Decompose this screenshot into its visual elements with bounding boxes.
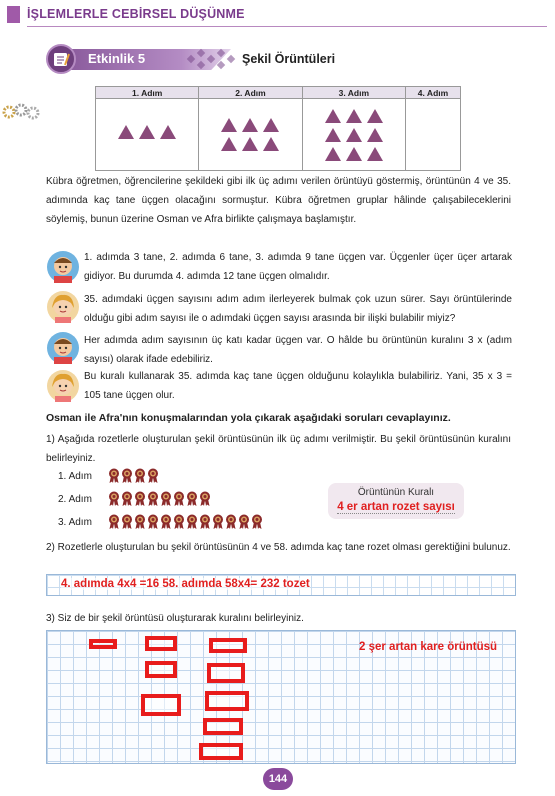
- triangle-group: [118, 125, 176, 139]
- triangle-icon: [325, 128, 341, 142]
- step-cell-3: [302, 99, 405, 171]
- rosette-icon: [108, 491, 120, 506]
- drawn-rectangle: [209, 638, 247, 653]
- step-cell-1: [96, 99, 199, 171]
- intro-paragraph: Kübra öğretmen, öğrencilerine şekildeki gibi ilk üç adımı verilen örüntüyü göstermiş, örüntünün 4 ve 35. adımında kaç tane üçgen olacağını sormuştur. Kübra öğretmen gruplar hâlinde çalışabileceklerini söylemiş, bunun üzerine Osman ve Afra birlikte çalışmaya başlamıştır.: [46, 176, 511, 225]
- boy-avatar-icon: [46, 250, 80, 284]
- drawn-rectangle: [145, 636, 177, 651]
- rosette-step-label: 1. Adım: [58, 471, 92, 482]
- rosette-icon: [251, 514, 263, 529]
- step-header: 1. Adım: [96, 87, 199, 99]
- triangle-icon: [263, 118, 279, 132]
- rosette-icon: [147, 514, 159, 529]
- rosette-icon: [173, 514, 185, 529]
- triangle-icon: [118, 125, 134, 139]
- question-2: 2) Rozetlerle oluşturulan bu şekil örüntüsünün 4 ve 58. adımda kaç tane rozet olması gerektiğini bulunuz.: [46, 542, 511, 553]
- instruction-text: Osman ile Afra'nın konuşmalarından yola çıkarak aşağıdaki soruları cevaplayınız.: [46, 412, 451, 424]
- rosette-icon: [238, 514, 250, 529]
- answer-box-2[interactable]: [46, 574, 516, 596]
- question-1: 1) Aşağıda rozetlerle oluşturulan şekil örüntüsünün ilk üç adımı verilmiştir. Bu şekil örüntüsünün kuralını belirleyiniz.: [46, 434, 511, 464]
- rosette-icon: [108, 514, 120, 529]
- answer-2-text: 4. adımda 4x4 =16 58. adımda 58x4= 232 tozet: [61, 578, 310, 590]
- rosette-icon: [134, 514, 146, 529]
- rosette-icon: [212, 514, 224, 529]
- rosette-step-label: 3. Adım: [58, 517, 92, 528]
- activity-title: Şekil Örüntüleri: [242, 52, 336, 66]
- step-header: 3. Adım: [302, 87, 405, 99]
- triangle-icon: [139, 125, 155, 139]
- triangle-icon: [346, 128, 362, 142]
- rosette-row: [108, 491, 211, 506]
- rosette-row: [108, 514, 263, 529]
- step-cell-2: [199, 99, 302, 171]
- triangle-icon: [221, 137, 237, 151]
- dialogue-boy-2: Her adımda adım sayısının üç katı kadar üçgen var. O hâlde bu örüntünün kuralını 3 x (adım sayısı) olarak ifade edebiliriz.: [84, 335, 512, 365]
- triangle-icon: [242, 118, 258, 132]
- question-3: 3) Siz de bir şekil örüntüsü oluşturarak kuralını belirleyiniz.: [46, 613, 304, 624]
- triangle-icon: [242, 137, 258, 151]
- drawn-rectangle: [145, 661, 177, 678]
- drawing-grid[interactable]: [46, 630, 516, 764]
- rosette-step-label: 2. Adım: [58, 494, 92, 505]
- rosette-icon: [173, 491, 185, 506]
- drawn-rectangle: [203, 718, 243, 735]
- drawn-rectangle: [89, 639, 117, 649]
- triangle-icon: [325, 147, 341, 161]
- triangle-icon: [367, 128, 383, 142]
- triangle-group: [325, 109, 383, 161]
- drawn-rectangle: [199, 743, 243, 760]
- drawn-rectangle: [141, 694, 181, 716]
- rosette-icon: [186, 491, 198, 506]
- page-number: 144: [263, 768, 293, 790]
- triangle-icon: [263, 137, 279, 151]
- answer-3-text: 2 şer artan kare örüntüsü: [359, 641, 498, 653]
- triangle-icon: [160, 125, 176, 139]
- rosette-icon: [121, 491, 133, 506]
- header-accent-bar: [7, 6, 20, 23]
- drawn-rectangle: [205, 691, 249, 711]
- rosette-icon: [121, 468, 133, 483]
- triangle-icon: [346, 147, 362, 161]
- triangle-icon: [325, 109, 341, 123]
- step-header: 4. Adım: [405, 87, 460, 99]
- triangle-group: [221, 118, 279, 151]
- rosette-icon: [108, 468, 120, 483]
- step-cell-4: [405, 99, 460, 171]
- rule-title: Örüntünün Kuralı: [357, 487, 435, 498]
- triangle-icon: [367, 147, 383, 161]
- drawn-rectangle: [207, 663, 245, 683]
- rosette-icon: [160, 491, 172, 506]
- rule-answer-wrap: [328, 501, 464, 513]
- girl-avatar-icon: [46, 290, 80, 324]
- rosette-icon: [199, 491, 211, 506]
- rosette-icon: [121, 514, 133, 529]
- girl-avatar-icon: [46, 369, 80, 403]
- activity-banner: [46, 44, 346, 74]
- notebook-icon: [46, 44, 76, 74]
- rosette-icon: [147, 468, 159, 483]
- triangle-icon: [367, 109, 383, 123]
- dialogue-girl-1: 35. adımdaki üçgen sayısını adım adım ilerleyerek bulmak çok uzun sürer. Sayı örüntülerinde olduğu gibi adım sayısı ile o adımdaki üçgen sayısı arasında bir ilişki bulabilir miyiz?: [84, 294, 512, 324]
- rosette-icon: [225, 514, 237, 529]
- dialogue-boy-1: 1. adımda 3 tane, 2. adımda 6 tane, 3. adımda 9 tane üçgen var. Üçgenler üçer üçer artarak gidiyor. Bu durumda 4. adımda 12 tane üçgen olmalıdır.: [84, 252, 512, 282]
- activity-label: Etkinlik 5: [88, 51, 146, 66]
- triangle-icon: [346, 109, 362, 123]
- dialogue-girl-2: Bu kuralı kullanarak 35. adımda kaç tane üçgen olduğunu kolaylıkla bulabiliriz. Yani, 35 x 3 = 105 tane üçgen olur.: [84, 371, 512, 401]
- step-header: 2. Adım: [199, 87, 302, 99]
- triangle-icon: [221, 118, 237, 132]
- header-divider: [27, 26, 547, 27]
- rosette-icon: [134, 468, 146, 483]
- rosette-icon: [199, 514, 211, 529]
- rosette-icon: [160, 514, 172, 529]
- gears-icon: [2, 102, 40, 122]
- rule-answer[interactable]: 4 er artan rozet sayısı: [337, 501, 455, 513]
- boy-avatar-icon: [46, 331, 80, 365]
- rosette-icon: [147, 491, 159, 506]
- rosette-icon: [134, 491, 146, 506]
- rosette-row: [108, 468, 159, 483]
- steps-table: [95, 86, 461, 171]
- rule-box: [328, 483, 464, 519]
- chapter-title: İŞLEMLERLE CEBİRSEL DÜŞÜNME: [27, 7, 245, 21]
- rosette-icon: [186, 514, 198, 529]
